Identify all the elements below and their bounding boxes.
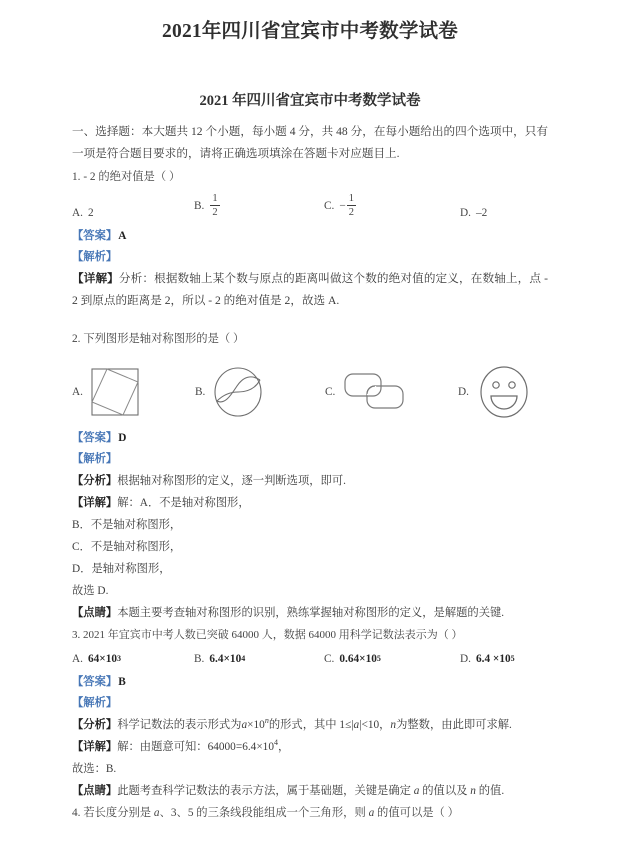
question-3-answer: B <box>118 675 126 688</box>
question-4-stem <box>72 802 548 824</box>
fraction-numerator: 1 <box>212 192 218 204</box>
dianjing-var-n: n <box>470 784 476 797</box>
question-1-answer: A <box>118 229 127 242</box>
option-1c-sign: − <box>339 200 346 213</box>
option-1d[interactable] <box>460 207 487 219</box>
dianjing-mid: 的值以及 <box>419 784 471 797</box>
option-1d-label: D. <box>460 206 471 219</box>
question-1-options <box>72 194 548 219</box>
document-page <box>0 18 620 842</box>
option-1a-label: A. <box>72 206 83 219</box>
option-2c-label: C. <box>325 385 336 398</box>
answer-tag: 【答案】 <box>72 431 118 444</box>
option-1b-label: B. <box>194 200 205 213</box>
question-3-options <box>72 653 548 665</box>
dianjing-tag: 【点睛】 <box>72 606 118 619</box>
fenxi-tag: 【分析】 <box>72 718 118 731</box>
answer-tag: 【答案】 <box>72 229 118 242</box>
option-3a[interactable]: A. 64×10 3 <box>72 652 122 665</box>
question-1-detail <box>72 268 548 312</box>
question-2-extra-b: B．不是轴对称图形， <box>72 518 182 531</box>
answer-tag: 【答案】 <box>72 675 118 688</box>
question-4-prefix: 若长度分别是 <box>83 806 154 819</box>
question-2-dianjing-line <box>72 602 548 624</box>
question-1-number: 1. <box>72 170 81 183</box>
question-3-xiangjie-line <box>72 736 548 758</box>
fenxi-formula-mid: ×10 <box>247 718 265 731</box>
question-3 <box>72 624 548 802</box>
option-1b-fraction <box>210 193 219 218</box>
question-2-text: 下列图形是轴对称图形的是（ ） <box>83 332 245 345</box>
fenxi-var-n-exp: n <box>264 715 269 725</box>
page-title: 2021年四川省宜宾市中考数学试卷 <box>162 21 458 42</box>
question-2-options <box>72 356 548 428</box>
fenxi-tag: 【分析】 <box>72 474 118 487</box>
document-subtitle: 2021 年四川省宜宾市中考数学试卷 <box>199 93 421 110</box>
question-2-extra-c: C．不是轴对称图形， <box>72 540 182 553</box>
option-2d-label: D. <box>458 385 469 398</box>
option-1a[interactable] <box>72 207 194 219</box>
question-3-analysis-line <box>72 693 548 714</box>
option-3c-mantissa: 0.64×10 <box>339 652 377 665</box>
dianjing-tag: 【点睛】 <box>72 784 118 797</box>
question-2-extra-d: D．是轴对称图形， <box>72 562 171 575</box>
option-1d-value: –2 <box>475 206 488 219</box>
option-3d-mantissa: 6.4 ×10 <box>475 652 511 665</box>
question-1-detail-text: 分析：根据数轴上某个数与原点的距离叫做这个数的绝对值的定义，在数轴上，点 - 2 到原点的距离是 2，所以 - 2 的绝对值是 2，故选 A. <box>72 271 548 307</box>
xiangjie-suffix: ， <box>277 740 290 753</box>
analysis-tag: 【解析】 <box>72 696 118 709</box>
fenxi-suffix: 为整数，由此即可求解. <box>396 718 512 731</box>
question-2-xiangjie-line <box>72 492 548 514</box>
dianjing-var-a: a <box>413 784 420 797</box>
question-3-text: 2021 年宜宾市中考人数已突破 64000 人，数据 64000 用科学记数法表示为（ ） <box>83 628 463 641</box>
question-2-fenxi-line <box>72 470 548 492</box>
option-2c[interactable] <box>325 366 458 418</box>
option-3c[interactable]: C. 0.64×10 5 <box>324 652 381 665</box>
fenxi-mid: 的形式，其中 1≤| <box>268 718 354 731</box>
xiangjie-tag: 【详解】 <box>72 271 119 285</box>
circle-with-s-curve-icon <box>211 365 265 419</box>
analysis-tag: 【解析】 <box>72 452 118 465</box>
question-2-analysis-line <box>72 449 548 470</box>
option-2b-label: B. <box>195 385 206 398</box>
question-2-number: 2. <box>72 332 81 345</box>
question-4-suffix: 的值可以是（ ） <box>374 806 459 819</box>
dianjing-suffix: 的值. <box>475 784 505 797</box>
option-3b-mantissa: 6.4×10 <box>209 652 242 665</box>
question-2-conclusion: 故选 D. <box>72 584 109 597</box>
xiangjie-tag: 【详解】 <box>72 740 118 753</box>
xiangjie-tag: 【详解】 <box>72 496 118 509</box>
two-interlocking-rounded-rectangles-icon <box>341 366 407 418</box>
question-1-analysis-line <box>72 247 548 268</box>
question-2 <box>72 328 548 624</box>
question-2-fenxi-text: 根据轴对称图形的定义，逐一判断选项，即可. <box>117 474 346 487</box>
question-1-answer-line <box>72 226 548 247</box>
question-1-text: - 2 的绝对值是（ ） <box>83 170 181 183</box>
fenxi-prefix: 科学记数法的表示形式为 <box>117 718 242 731</box>
fraction-denominator: 2 <box>348 206 354 218</box>
option-1b[interactable] <box>194 194 324 219</box>
option-1a-value: 2 <box>87 206 94 219</box>
fenxi-var-n: n <box>390 718 397 731</box>
question-2-stem <box>72 328 548 350</box>
option-3a-label: A. <box>72 652 83 665</box>
question-4-var-a2: a <box>368 806 375 819</box>
option-1c-label: C. <box>324 200 335 213</box>
question-3-number: 3. <box>72 628 81 641</box>
question-4-mid: 、3、5 的三条线段能组成一个三角形，则 <box>159 806 369 819</box>
question-4-var-a: a <box>153 806 160 819</box>
question-3-dianjing-line <box>72 780 548 802</box>
question-3-fenxi-line <box>72 714 548 736</box>
question-2-xiangjie-text: 解：A．不是轴对称图形， <box>117 496 250 509</box>
question-3-answer-line <box>72 672 548 693</box>
option-3d-label: D. <box>460 652 471 665</box>
fenxi-abs-a: a <box>353 718 360 731</box>
smiley-face-icon <box>475 363 533 421</box>
analysis-tag: 【解析】 <box>72 250 118 263</box>
option-3b-label: B. <box>194 652 205 665</box>
option-1c-fraction <box>347 193 356 218</box>
fenxi-var-a: a <box>241 718 248 731</box>
section-intro-paragraph: 一、选择题：本大题共 12 个小题，每小题 4 分，共 48 分，在每小题给出的四个选项中，只有一项是符合题目要求的，请将正确选项填涂在答题卡对应题目上. <box>72 124 548 161</box>
question-4-number: 4. <box>72 806 81 819</box>
xiangjie-prefix: 解：由题意可知：64000=6.4×10 <box>117 740 274 753</box>
fraction-numerator: 1 <box>348 192 354 204</box>
option-2d[interactable] <box>458 363 533 421</box>
option-3c-label: C. <box>324 652 335 665</box>
question-3-conclusion: 故选：B. <box>72 762 117 775</box>
option-3d[interactable]: D. 6.4 ×10 5 <box>460 652 515 665</box>
question-3-stem <box>72 624 548 646</box>
option-2a-label: A. <box>72 385 83 398</box>
option-2b[interactable] <box>195 365 325 419</box>
question-2-answer-line <box>72 428 548 449</box>
option-1c[interactable] <box>324 194 460 219</box>
option-3b[interactable]: B. 6.4×10 4 <box>194 652 246 665</box>
dianjing-prefix: 此题考查科学记数法的表示方法，属于基础题，关键是确定 <box>117 784 414 797</box>
question-2-dianjing-text: 本题主要考查轴对称图形的识别，熟练掌握轴对称图形的定义，是解题的关键. <box>117 606 505 619</box>
xiangjie-exponent: 4 <box>273 737 278 747</box>
fraction-denominator: 2 <box>212 206 218 218</box>
square-with-inscribed-quadrilateral-icon <box>89 366 141 418</box>
fenxi-mid2: |<10， <box>359 718 391 731</box>
question-4 <box>72 802 548 824</box>
question-2-answer: D <box>118 431 127 444</box>
option-2a[interactable] <box>72 366 195 418</box>
option-3a-mantissa: 64×10 <box>87 652 118 665</box>
question-1-stem <box>72 166 548 188</box>
question-1 <box>72 166 548 312</box>
